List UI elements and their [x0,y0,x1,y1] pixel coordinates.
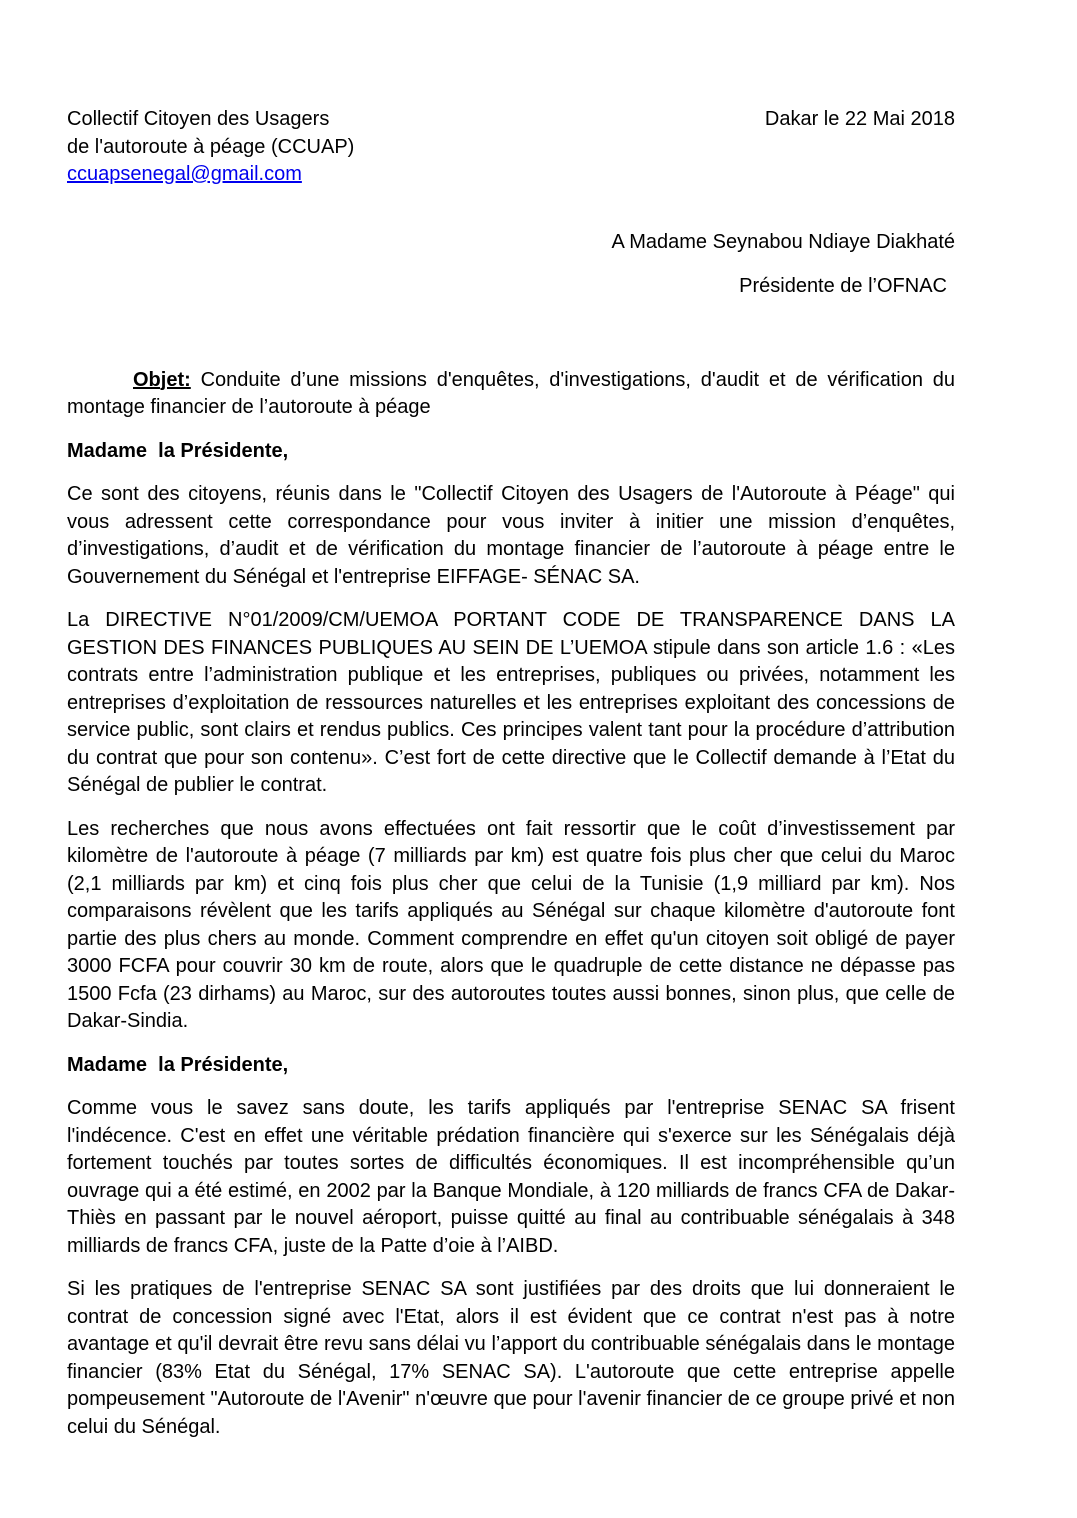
salutation-1: Madame la Présidente, [67,439,289,462]
paragraph-1: Ce sont des citoyens, réunis dans le "Collectif Citoyen des Usagers de l'Autoroute à Péage" qui vous adressent cette correspondance pour vous inviter à initier une mission d’enquêtes, d’investigations, d’audit et de vérification du montage financier de l’autoroute à péage entre le Gouvernement du Sénégal et l'entreprise EIFFAGE- SÉNAC SA. [67,483,955,588]
salutation-2: Madame la Présidente, [67,1053,289,1076]
subject-text: Conduite d’une missions d'enquêtes, d'investigations, d'audit et de vérification du montage financier de l’autoroute à péage [67,368,955,418]
letter-date: Dakar le 22 Mai 2018 [764,108,955,130]
recipient-block [67,229,955,301]
sender-email-link[interactable]: ccuapsenegal@gmail.com [67,163,302,185]
sender-name-line1: Collectif Citoyen des Usagers [67,108,330,130]
subject-label: Objet: [133,368,191,391]
sender-block [67,106,354,189]
letter-header [67,106,955,189]
sender-name-line2: de l'autoroute à péage (CCUAP) [67,135,355,158]
recipient-name: A Madame Seynabou Ndiaye Diakhaté [611,230,955,253]
paragraph-2: La DIRECTIVE N°01/2009/CM/UEMOA PORTANT CODE DE TRANSPARENCE DANS LA GESTION DES FINANCES PUBLIQUES AU SEIN DE L’UEMOA stipule dans son article 1.6 : «Les contrats entre l’administration publique et les entreprises, publiques ou privées, notamment les entreprises d’exploitation de ressources naturelles et les entreprises exploitant des concessions de service public, sont clairs et rendus publics. Ces principes valent tant pour la procédure d’attribution du contrat que pour son contenu». C’est fort de cette directive que le Collectif demande à l’Etat du Sénégal de publier le contrat. [67,609,955,796]
paragraph-5: Si les pratiques de l'entreprise SENAC SA sont justifiées par des droits que lui donneraient le contrat de concession signé avec l'Etat, alors il est évident que ce contrat n'est pas à notre avantage et qu'il devrait être revu sans délai vu l’apport du contribuable sénégalais dans le montage financier (83% Etat du Sénégal, 17% SENAC SA). L'autoroute que cette entreprise appelle pompeusement "Autoroute de l'Avenir" n'œuvre que pour l'avenir financier de ce groupe privé et non celui du Sénégal. [67,1278,955,1438]
subject-line [67,367,955,422]
recipient-title: Présidente de l’OFNAC [739,275,947,297]
paragraph-3: Les recherches que nous avons effectuées ont fait ressortir que le coût d’investissement par kilomètre de l'autoroute à péage (7 milliards par km) est quatre fois plus cher que celui du Maroc (2,1 milliards par km) et cinq fois plus cher que celui de la Tunisie (1,9 milliard par km). Nos comparaisons révèlent que les tarifs appliqués au Sénégal sur chaque kilomètre d'autoroute font partie des plus chers au monde. Comment comprendre en effet qu'un citoyen soit obligé de payer 3000 FCFA pour couvrir 30 km de route, alors que le quadruple de cette distance ne dépasse pas 1500 Fcfa (23 dirhams) au Maroc, sur des autoroutes toutes aussi bonnes, sinon plus, que celle de Dakar-Sindia. [67,817,955,1032]
paragraph-4: Comme vous le savez sans doute, les tarifs appliqués par l'entreprise SENAC SA frisent l'indécence. C'est en effet une véritable prédation financière qui s'exerce sur les Sénégalais déjà fortement touchés par toutes sortes de difficultés économiques. Il est incompréhensible qu’un ouvrage qui a été estimé, en 2002 par la Banque Mondiale, à 120 milliards de francs CFA de Dakar-Thiès en passant par le nouvel aéroport, puisse quitté au final au contribuable sénégalais à 348 milliards de francs CFA, juste de la Patte d’oie à l’AIBD. [67,1097,955,1257]
